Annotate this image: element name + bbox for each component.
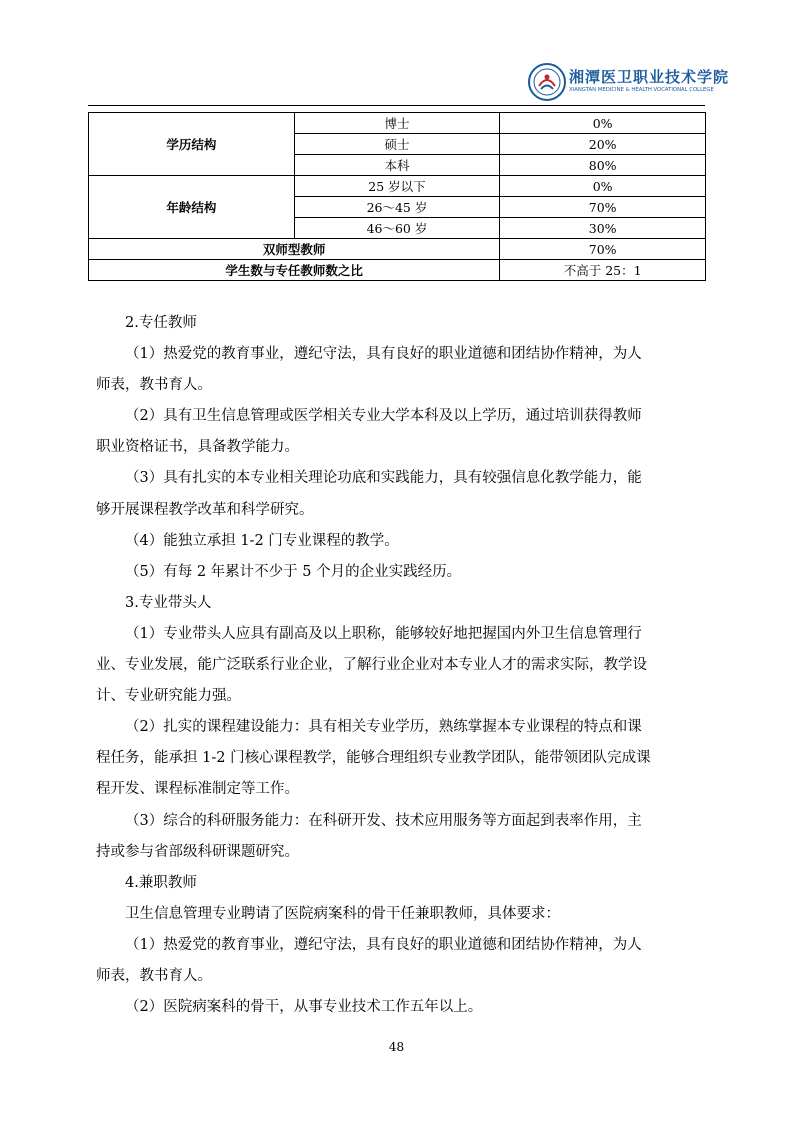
summary-label-cell: 学生数与专任教师数之比 [89,260,500,281]
header-rule [88,105,705,106]
paragraph-line: 师表，教书育人。 [96,967,212,984]
paragraph-line: 师表，教书育人。 [96,377,212,394]
paragraph-line: 持或参与省部级科研课题研究。 [96,843,299,860]
table-row [89,113,706,134]
value-cell: 0% [500,113,706,134]
paragraph-line: （1）专业带头人应具有副高及以上职称，能够较好地把握国内外卫生信息管理行 [125,625,642,642]
value-cell: 20% [500,134,706,155]
page-number: 48 [388,1040,405,1054]
paragraph-line: 业、专业发展，能广泛联系行业企业，了解行业企业对本专业人才的需求实际，教学设 [96,657,647,674]
paragraph-line: （2）具有卫生信息管理或医学相关专业大学本科及以上学历，通过培训获得教师 [125,408,642,425]
category-cell: 学历结构 [89,113,295,176]
item-cell: 26～45 岁 [294,197,500,218]
paragraph-line: （1）热爱党的教育事业，遵纪守法，具有良好的职业道德和团结协作精神，为人 [125,346,642,363]
item-cell: 46～60 岁 [294,218,500,239]
section-heading: 4.兼职教师 [125,874,197,891]
paragraph-line: 程开发、课程标准制定等工作。 [96,781,299,798]
item-cell: 本科 [294,155,500,176]
value-cell: 80% [500,155,706,176]
teacher-structure-table [88,112,706,281]
value-cell: 70% [500,197,706,218]
paragraph-line: （2）医院病案科的骨干，从事专业技术工作五年以上。 [125,999,483,1016]
paragraph-line: 够开展课程教学改革和科学研究。 [96,501,314,518]
summary-value-cell: 不高于 25：1 [500,260,706,281]
body-text [96,308,706,1023]
paragraph-line: （2）扎实的课程建设能力：具有相关专业学历，熟练掌握本专业课程的特点和课 [125,719,642,736]
table-row [89,239,706,260]
summary-label-cell: 双师型教师 [89,239,500,260]
college-name-en: XIANGTAN MEDICINE & HEALTH VOCATIONAL COLLEGE [569,87,714,93]
table-row [89,176,706,197]
paragraph-line: （4）能独立承担 1-2 门专业课程的教学。 [125,532,399,549]
paragraph-line: 卫生信息管理专业聘请了医院病案科的骨干任兼职教师，具体要求： [125,905,560,922]
summary-value-cell: 70% [500,239,706,260]
table-row [89,260,706,281]
paragraph-line: 计、专业研究能力强。 [96,688,241,705]
item-cell: 25 岁以下 [294,176,500,197]
section-heading: 3.专业带头人 [125,594,212,611]
college-logo [527,62,730,102]
college-name-cn: 湘潭医卫职业技术学院 [569,68,730,86]
paragraph-line: （1）热爱党的教育事业，遵纪守法，具有良好的职业道德和团结协作精神，为人 [125,936,642,953]
paragraph-line: （3）综合的科研服务能力：在科研开发、技术应用服务等方面起到表率作用，主 [125,812,642,829]
paragraph-line: （3）具有扎实的本专业相关理论功底和实践能力，具有较强信息化教学能力，能 [125,470,642,487]
item-cell: 硕士 [294,134,500,155]
paragraph-line: （5）有每 2 年累计不少于 5 个月的企业实践经历。 [125,563,462,580]
section-heading: 2.专任教师 [125,315,197,331]
value-cell: 0% [500,176,706,197]
paragraph-line: 程任务，能承担 1-2 门核心课程教学，能够合理组织专业教学团队，能带领团队完成课 [96,750,651,767]
item-cell: 博士 [294,113,500,134]
value-cell: 30% [500,218,706,239]
college-emblem-icon [527,62,567,102]
category-cell: 年龄结构 [89,176,295,239]
page-header [88,58,730,106]
paragraph-line: 职业资格证书，具备教学能力。 [96,439,299,456]
